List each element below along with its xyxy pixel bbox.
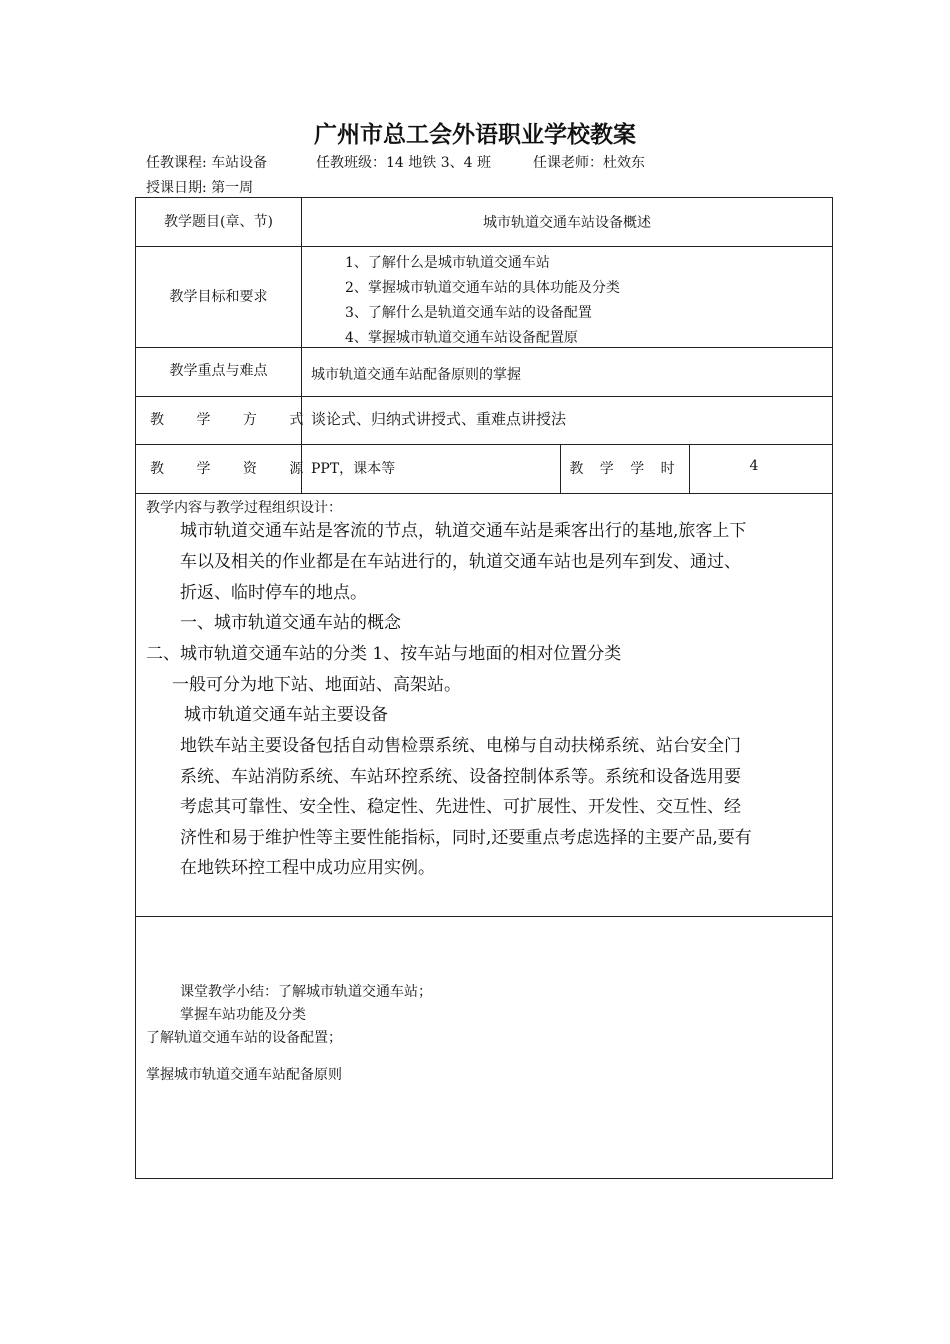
summary-line: 了解轨道交通车站的设备配置； <box>146 1030 342 1046</box>
paragraph-line: 城市轨道交通车站是客流的节点，轨道交通车站是乘客出行的基地,旅客上下 <box>180 521 747 541</box>
row-divider <box>135 246 833 247</box>
topic-label: 教学题目(章、节) <box>164 214 273 230</box>
row-divider <box>135 347 833 348</box>
paragraph-line: 城市轨道交通车站主要设备 <box>184 705 388 725</box>
paragraph-line: 地铁车站主要设备包括自动售检票系统、电梯与自动扶梯系统、站台安全门 <box>180 736 741 756</box>
class-label: 任教班级：14 地铁 3、4 班 <box>316 155 491 171</box>
row-divider <box>135 396 833 397</box>
focus-value: 城市轨道交通车站配备原则的掌握 <box>311 367 521 383</box>
row-divider <box>135 916 833 917</box>
objective-item: 1、了解什么是城市轨道交通车站 <box>345 255 550 271</box>
focus-label: 教学重点与难点 <box>169 363 268 379</box>
method-label: 教 学 方 式 <box>150 412 318 428</box>
paragraph-line: 济性和易于维护性等主要性能指标，同时,还要重点考虑选择的主要产品,要有 <box>180 828 752 848</box>
document-title: 广州市总工会外语职业学校教案 <box>314 121 636 148</box>
date-label: 授课日期: 第一周 <box>146 180 254 196</box>
paragraph-line: 一般可分为地下站、地面站、高架站。 <box>172 675 461 695</box>
topic-value: 城市轨道交通车站设备概述 <box>483 215 651 231</box>
summary-line: 掌握车站功能及分类 <box>180 1007 306 1023</box>
paragraph-line: 系统、车站消防系统、车站环控系统、设备控制体系等。系统和设备选用要 <box>180 767 741 787</box>
section-heading: 一、城市轨道交通车站的概念 <box>180 613 401 633</box>
summary-line: 课堂教学小结：了解城市轨道交通车站； <box>180 984 432 1000</box>
section-heading: 二、城市轨道交通车站的分类 1、按车站与地面的相对位置分类 <box>146 644 622 664</box>
column-divider <box>301 197 302 493</box>
resource-label: 教 学 资 源 <box>150 461 318 477</box>
resource-value: PPT，课本等 <box>311 461 396 477</box>
hours-label: 教 学 学 时 <box>569 461 681 477</box>
row-divider <box>135 493 833 494</box>
paragraph-line: 折返、临时停车的地点。 <box>180 583 367 603</box>
hours-value: 4 <box>749 458 759 474</box>
teacher-label: 任课老师：杜效东 <box>533 155 645 171</box>
paragraph-line: 考虑其可靠性、安全性、稳定性、先进性、可扩展性、开发性、交互性、经 <box>180 797 741 817</box>
summary-line: 掌握城市轨道交通车站配备原则 <box>146 1067 342 1083</box>
objective-item: 3、了解什么是轨道交通车站的设备配置 <box>345 305 592 321</box>
objectives-label: 教学目标和要求 <box>169 289 268 305</box>
content-heading: 教学内容与教学过程组织设计： <box>146 500 342 516</box>
method-value: 谈论式、归纳式讲授式、重难点讲授法 <box>311 410 567 428</box>
objective-item: 2、掌握城市轨道交通车站的具体功能及分类 <box>345 280 620 296</box>
paragraph-line: 在地铁环控工程中成功应用实例。 <box>180 858 435 878</box>
paragraph-line: 车以及相关的作业都是在车站进行的，轨道交通车站也是列车到发、通过、 <box>180 552 741 572</box>
course-label: 任教课程: 车站设备 <box>146 155 268 171</box>
objective-item: 4、掌握城市轨道交通车站设备配置原 <box>345 330 578 346</box>
row-divider <box>135 444 833 445</box>
